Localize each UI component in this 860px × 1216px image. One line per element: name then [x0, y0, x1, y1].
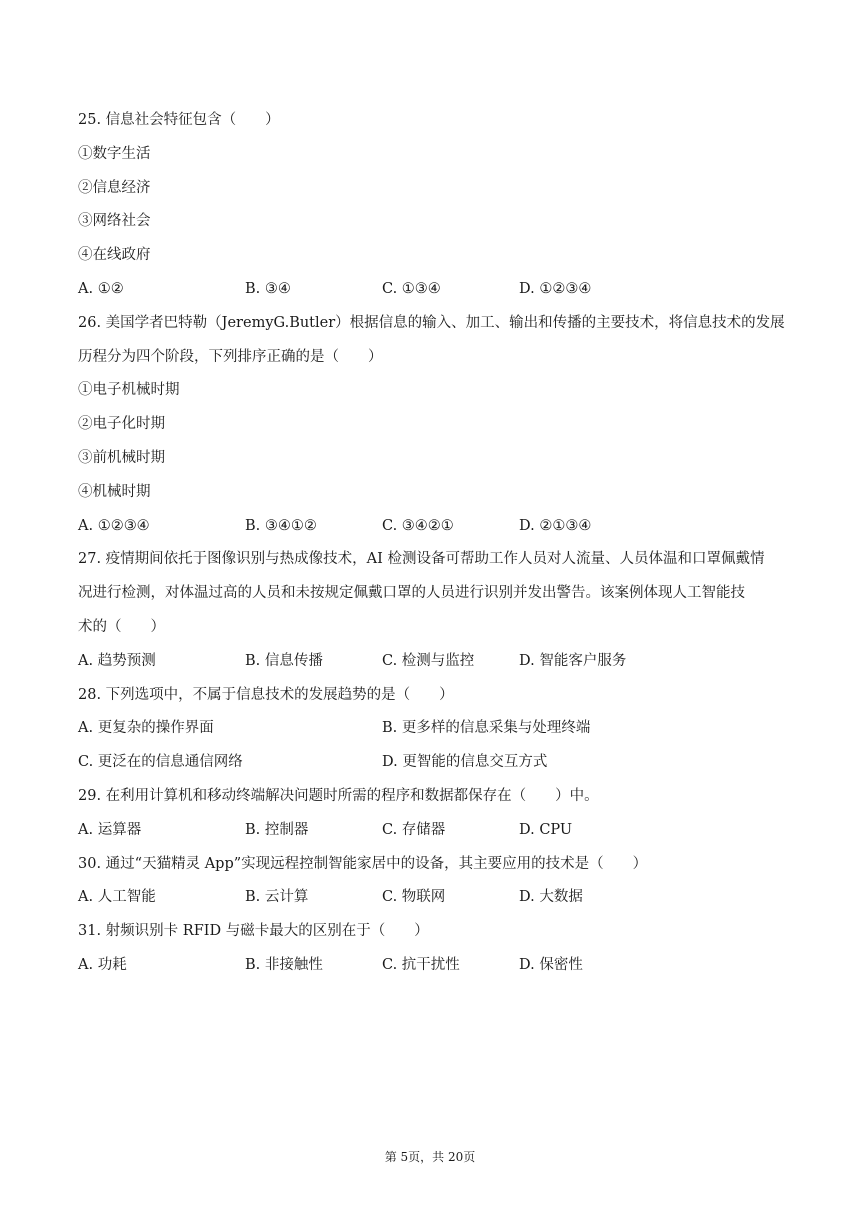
question-stem-line: 28. 下列选项中，不属于信息技术的发展趋势的是（ ） — [78, 686, 454, 703]
options-row — [78, 651, 788, 671]
answer-option: A. 运算器 — [78, 821, 142, 838]
answer-option: D. ②①③④ — [519, 517, 592, 534]
question-stem — [78, 110, 788, 130]
question-stem — [78, 313, 788, 367]
statement-item: ④机械时期 — [78, 483, 151, 500]
answer-option: A. 功耗 — [78, 956, 127, 973]
question-stem — [78, 921, 788, 941]
question-stem-line: 术的（ ） — [78, 618, 165, 635]
question-block — [78, 786, 788, 840]
answer-option: B. 信息传播 — [245, 652, 323, 669]
options-row — [78, 955, 788, 975]
statement-item: ③前机械时期 — [78, 449, 165, 466]
question-stem — [78, 786, 788, 806]
question-stem — [78, 549, 788, 637]
answer-option: C. 更泛在的信息通信网络 — [78, 754, 243, 771]
question-block — [78, 549, 788, 670]
answer-option: B. 控制器 — [245, 821, 309, 838]
answer-option: C. 检测与监控 — [382, 652, 475, 669]
statement-item: ②信息经济 — [78, 179, 151, 196]
answer-option: A. 更复杂的操作界面 — [78, 720, 214, 737]
answer-option: C. 物联网 — [382, 889, 446, 906]
question-stem-line: 27. 疫情期间依托于图像识别与热成像技术，AI 检测设备可帮助工作人员对人流量、人员体温和口罩佩戴情 — [78, 551, 765, 568]
options-row — [78, 887, 788, 907]
answer-option: C. 存储器 — [382, 821, 446, 838]
question-block — [78, 685, 788, 773]
answer-option: D. ①②③④ — [519, 280, 592, 297]
statement-item: ②电子化时期 — [78, 416, 165, 433]
question-stem — [78, 854, 788, 874]
question-stem-line: 29. 在利用计算机和移动终端解决问题时所需的程序和数据都保存在（ ）中。 — [78, 787, 599, 804]
question-stem-line: 历程分为四个阶段，下列排序正确的是（ ） — [78, 348, 383, 365]
question-stem-line: 31. 射频识别卡 RFID 与磁卡最大的区别在于（ ） — [78, 923, 429, 940]
question-stem — [78, 685, 788, 705]
question-block — [78, 921, 788, 975]
question-block — [78, 110, 788, 299]
answer-option: C. ③④②① — [382, 517, 454, 534]
statement-item: ④在线政府 — [78, 247, 151, 264]
answer-option: A. ①② — [78, 280, 124, 297]
answer-option: A. 趋势预测 — [78, 652, 156, 669]
options-row — [78, 279, 788, 299]
questions-area — [78, 110, 788, 989]
answer-option: A. ①②③④ — [78, 517, 150, 534]
answer-option: D. 保密性 — [519, 956, 583, 973]
question-block — [78, 854, 788, 908]
statement-item: ①电子机械时期 — [78, 382, 180, 399]
answer-option: A. 人工智能 — [78, 889, 156, 906]
answer-option: D. 智能客户服务 — [519, 652, 627, 669]
answer-option: B. 更多样的信息采集与处理终端 — [382, 720, 591, 737]
answer-option: D. 大数据 — [519, 889, 583, 906]
answer-option: D. 更智能的信息交互方式 — [382, 754, 548, 771]
answer-option: C. 抗干扰性 — [382, 956, 460, 973]
statement-item: ③网络社会 — [78, 213, 151, 230]
question-block — [78, 313, 788, 536]
answer-option: D. CPU — [519, 821, 573, 838]
options-row — [78, 820, 788, 840]
options-row — [78, 718, 788, 738]
options-row — [78, 752, 788, 772]
answer-option: B. ③④①② — [245, 517, 317, 534]
answer-option: B. 非接触性 — [245, 956, 323, 973]
statement-item: ①数字生活 — [78, 145, 151, 162]
options-row — [78, 516, 788, 536]
question-stem-line: 25. 信息社会特征包含（ ） — [78, 112, 280, 128]
question-stem-line: 30. 通过“天猫精灵 App”实现远程控制智能家居中的设备，其主要应用的技术是（ ） — [78, 855, 648, 872]
question-stem-line: 26. 美国学者巴特勒（JeremyG.Butler）根据信息的输入、加工、输出和传播的主要技术，将信息技术的发展 — [78, 314, 785, 331]
answer-option: C. ①③④ — [382, 280, 441, 297]
page-footer: 第 5页，共 20页 — [384, 1150, 476, 1164]
question-stem-line: 况进行检测，对体温过高的人员和未按规定佩戴口罩的人员进行识别并发出警告。该案例体现人工智能技 — [78, 585, 745, 602]
answer-option: B. ③④ — [245, 280, 291, 297]
answer-option: B. 云计算 — [245, 889, 309, 906]
